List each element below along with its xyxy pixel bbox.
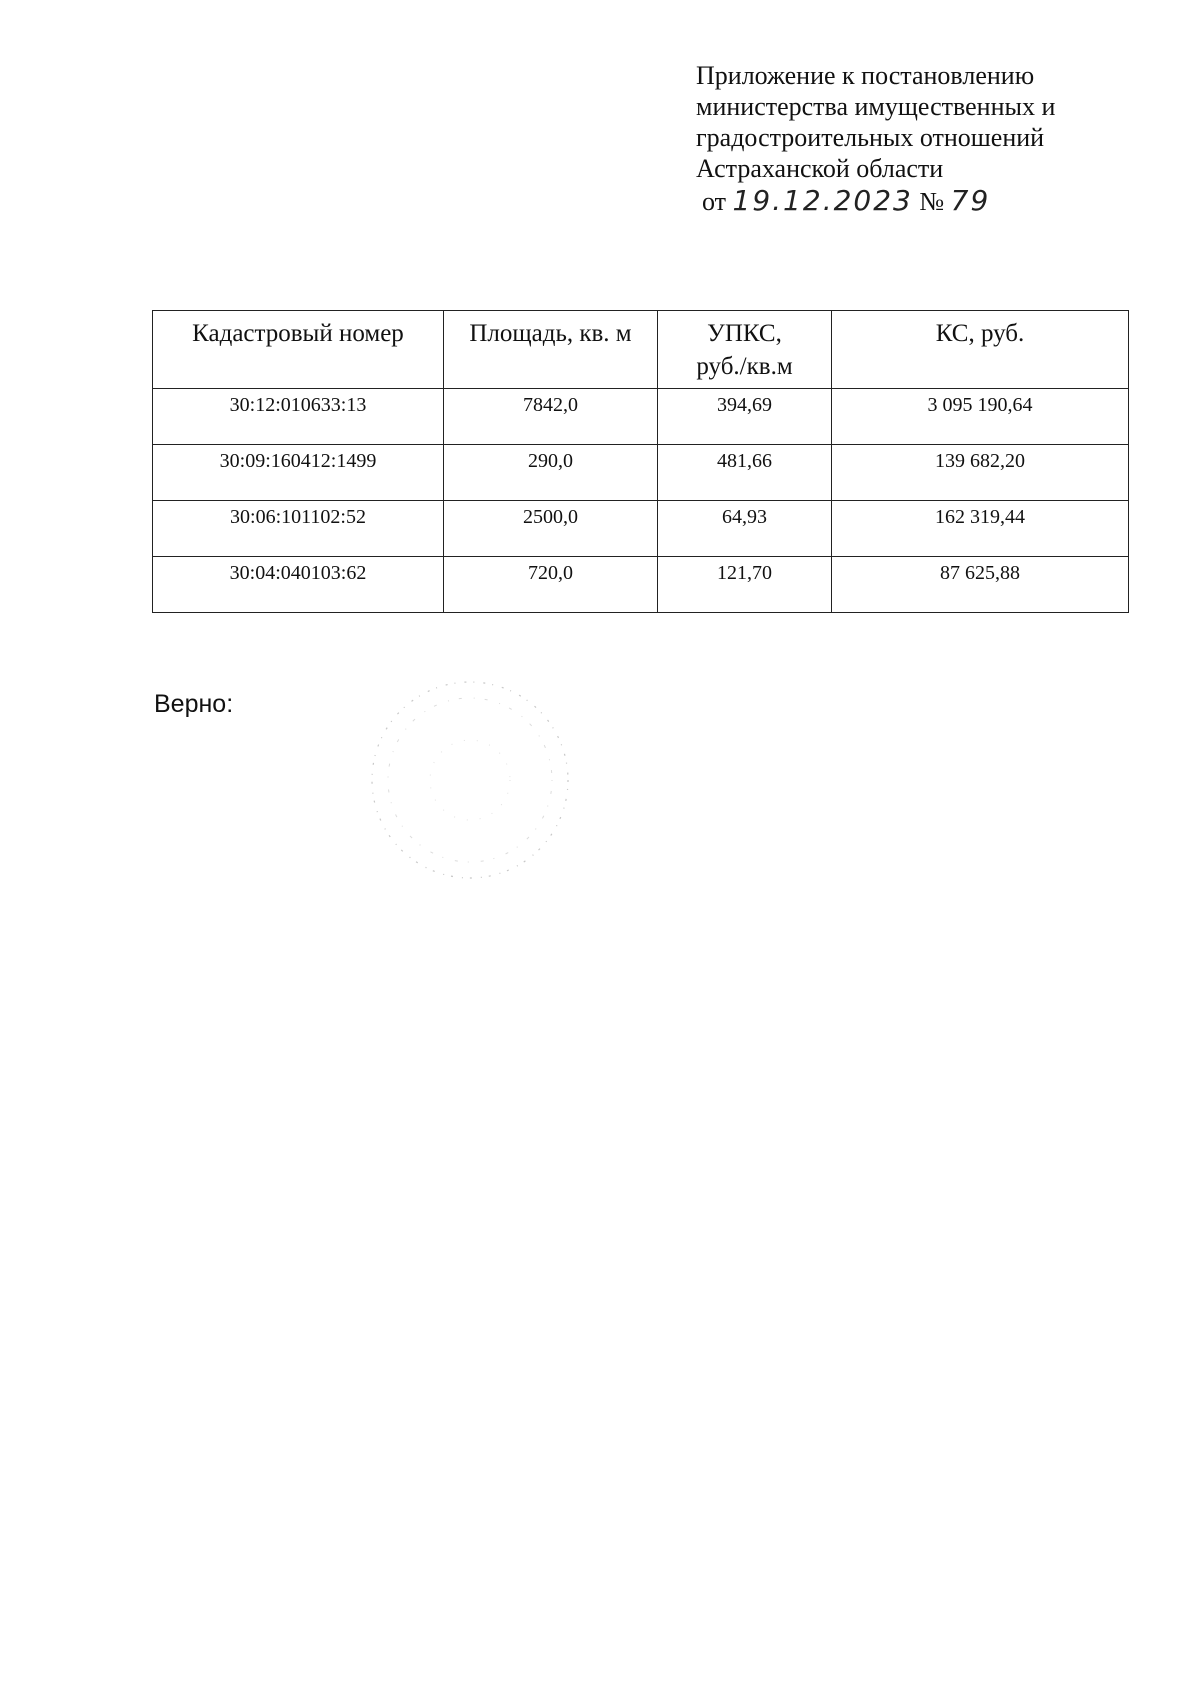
date-number-line xyxy=(696,185,1176,217)
header-line-1: Приложение к постановлению xyxy=(696,61,1035,90)
table-row xyxy=(153,445,1129,501)
cell-cadastral-number: 30:06:101102:52 xyxy=(153,501,444,557)
header-upks: УПКС, руб./кв.м xyxy=(658,311,832,389)
cell-area: 7842,0 xyxy=(444,389,658,445)
cell-cadastral-number: 30:04:040103:62 xyxy=(153,557,444,613)
cadastral-value-table xyxy=(152,310,1129,613)
cell-ks: 139 682,20 xyxy=(832,445,1129,501)
certified-label: Верно: xyxy=(154,690,234,718)
cell-ks: 3 095 190,64 xyxy=(832,389,1129,445)
cell-upks: 481,66 xyxy=(658,445,832,501)
header-ks: КС, руб. xyxy=(832,311,1129,389)
header-cadastral-number: Кадастровый номер xyxy=(153,311,444,389)
cell-upks: 394,69 xyxy=(658,389,832,445)
cadastral-table-wrapper xyxy=(152,310,1129,613)
cell-area: 720,0 xyxy=(444,557,658,613)
handwritten-date: 19.12.2023 xyxy=(732,184,913,217)
document-header xyxy=(696,60,1176,217)
header-line-2: министерства имущественных и xyxy=(696,92,1056,121)
table-row xyxy=(153,557,1129,613)
header-line-4: Астраханской области xyxy=(696,154,944,183)
handwritten-number: 79 xyxy=(950,184,991,217)
header-area: Площадь, кв. м xyxy=(444,311,658,389)
table-row xyxy=(153,501,1129,557)
cell-area: 2500,0 xyxy=(444,501,658,557)
number-sign: № xyxy=(919,187,945,216)
cell-area: 290,0 xyxy=(444,445,658,501)
cell-upks: 64,93 xyxy=(658,501,832,557)
cell-cadastral-number: 30:09:160412:1499 xyxy=(153,445,444,501)
cell-cadastral-number: 30:12:010633:13 xyxy=(153,389,444,445)
date-prefix: от xyxy=(702,187,727,216)
cell-ks: 87 625,88 xyxy=(832,557,1129,613)
cell-ks: 162 319,44 xyxy=(832,501,1129,557)
table-row xyxy=(153,389,1129,445)
stamp-impression xyxy=(360,670,580,890)
header-line-3: градостроительных отношений xyxy=(696,123,1045,152)
cell-upks: 121,70 xyxy=(658,557,832,613)
table-header-row xyxy=(153,311,1129,389)
